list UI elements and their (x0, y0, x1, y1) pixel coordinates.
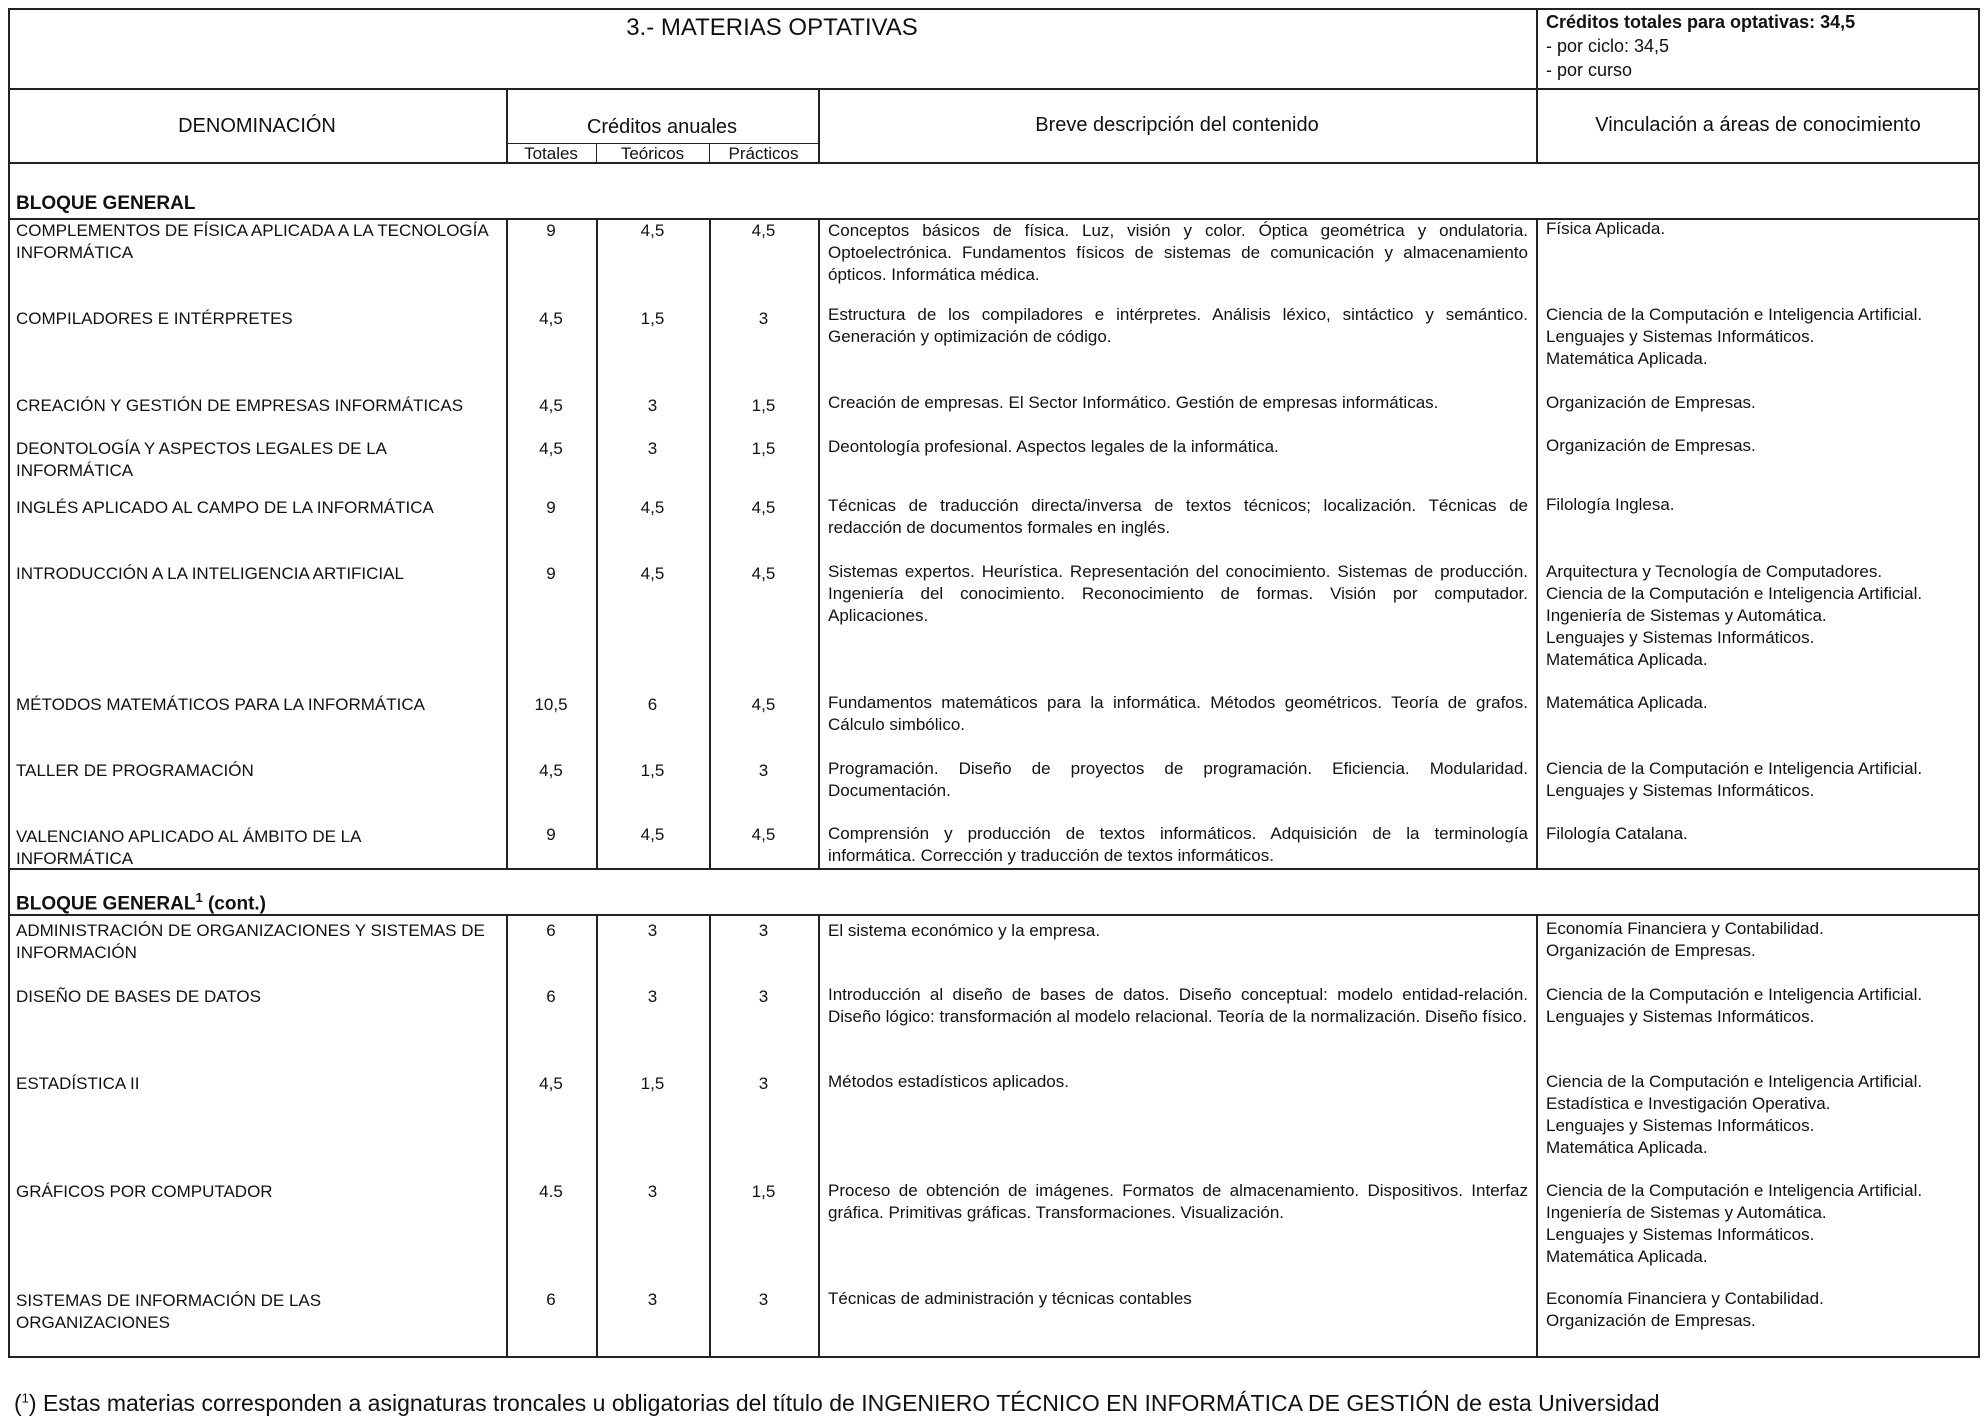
area-item: Economía Financiera y Contabilidad. (1546, 919, 1824, 938)
block-title-cont (16, 890, 266, 915)
area-item: Filología Catalana. (1546, 824, 1688, 843)
credits-totales: 4,5 (539, 396, 563, 415)
knowledge-areas (1546, 1071, 1976, 1159)
credits-por-ciclo: - por ciclo: 34,5 (1546, 36, 1670, 56)
divider (8, 914, 1980, 916)
subject-description: Técnicas de administración y técnicas contables (828, 1289, 1192, 1308)
divider (1536, 914, 1538, 1358)
subject-name: TALLER DE PROGRAMACIÓN (16, 761, 254, 780)
subject-name: COMPLEMENTOS DE FÍSICA APLICADA A LA TECNOLOGÍA INFORMÁTICA (16, 221, 488, 262)
knowledge-areas (1546, 692, 1976, 714)
subject-description: Sistemas expertos. Heurística. Representación del conocimiento. Sistemas de producción. Ingeniería del conocimiento. Reconocimiento de formas. Visión por computador. Aplicaciones. (828, 562, 1528, 625)
area-item: Ciencia de la Computación e Inteligencia Artificial. (1546, 305, 1923, 324)
credits-teoricos: 3 (647, 987, 658, 1006)
header-totales: Totales (524, 144, 578, 163)
area-item: Matemática Aplicada. (1546, 349, 1708, 368)
area-item: Arquitectura y Tecnología de Computadores. (1546, 562, 1883, 581)
area-item: Organización de Empresas. (1546, 393, 1756, 412)
credits-practicos: 4,5 (751, 825, 776, 844)
area-item: Lenguajes y Sistemas Informáticos. (1546, 1116, 1815, 1135)
credits-practicos: 4,5 (751, 564, 776, 583)
footnote (14, 1390, 1660, 1417)
credits-totales: 6 (546, 987, 556, 1006)
credits-teoricos: 4,5 (640, 564, 665, 583)
area-item: Organización de Empresas. (1546, 436, 1756, 455)
page-title: 3.- MATERIAS OPTATIVAS (626, 14, 918, 41)
area-item: Matemática Aplicada. (1546, 693, 1708, 712)
footnote-marker: 1 (21, 1390, 29, 1406)
block-title-text: BLOQUE GENERAL (16, 893, 196, 915)
credits-teoricos: 4,5 (640, 498, 665, 517)
area-item: Lenguajes y Sistemas Informáticos. (1546, 1007, 1815, 1026)
area-item: Ciencia de la Computación e Inteligencia Artificial. (1546, 759, 1923, 778)
divider (1536, 218, 1538, 868)
credits-practicos: 3 (758, 921, 769, 940)
area-item: Ingeniería de Sistemas y Automática. (1546, 1203, 1827, 1222)
credits-teoricos: 1,5 (640, 309, 665, 328)
divider (8, 88, 1980, 90)
credits-teoricos: 3 (647, 1290, 658, 1309)
credits-totales: 9 (546, 498, 556, 517)
credits-totales: 4,5 (539, 761, 563, 780)
credits-totales: 9 (546, 825, 556, 844)
credits-teoricos: 1,5 (640, 1074, 665, 1093)
footnote-open: ( (14, 1390, 22, 1416)
subject-name: CREACIÓN Y GESTIÓN DE EMPRESAS INFORMÁTICAS (16, 396, 464, 415)
divider (1536, 8, 1538, 162)
subject-description: Estructura de los compiladores e intérpretes. Análisis léxico, sintáctico y semántico. Generación y optimización de código. (828, 305, 1528, 346)
credits-totales: 9 (546, 564, 556, 583)
subject-name: DISEÑO DE BASES DE DATOS (16, 987, 261, 1006)
area-item: Ciencia de la Computación e Inteligencia Artificial. (1546, 584, 1923, 603)
credits-practicos: 1,5 (751, 396, 776, 415)
knowledge-areas (1546, 1180, 1976, 1268)
subject-name: INGLÉS APLICADO AL CAMPO DE LA INFORMÁTICA (16, 498, 434, 517)
subject-description: Deontología profesional. Aspectos legales de la informática. (828, 437, 1279, 456)
subject-description: Fundamentos matemáticos para la informática. Métodos geométricos. Teoría de grafos. Cálculo simbólico. (828, 693, 1528, 734)
area-item: Lenguajes y Sistemas Informáticos. (1546, 628, 1815, 647)
footnote-marker: 1 (195, 890, 203, 905)
subject-description: Métodos estadísticos aplicados. (828, 1072, 1069, 1091)
credits-teoricos: 3 (647, 439, 658, 458)
credits-por-curso: - por curso (1546, 60, 1633, 80)
credits-teoricos: 3 (647, 396, 658, 415)
area-item: Ingeniería de Sistemas y Automática. (1546, 606, 1827, 625)
credits-totales: 4.5 (539, 1182, 563, 1201)
subject-description: Técnicas de traducción directa/inversa de textos técnicos; localización. Técnicas de redacción de documentos formales en inglés. (828, 496, 1528, 537)
header-descripcion: Breve descripción del contenido (1035, 114, 1319, 136)
subject-name: ADMINISTRACIÓN DE ORGANIZACIONES Y SISTEMAS DE INFORMACIÓN (16, 921, 485, 962)
area-item: Matemática Aplicada. (1546, 1138, 1708, 1157)
area-item: Ciencia de la Computación e Inteligencia Artificial. (1546, 1181, 1923, 1200)
credits-practicos: 3 (758, 1074, 769, 1093)
credits-practicos: 4,5 (751, 221, 776, 240)
knowledge-areas (1546, 392, 1976, 414)
credits-totales: 6 (546, 921, 556, 940)
knowledge-areas (1546, 758, 1976, 802)
credits-teoricos: 3 (647, 1182, 658, 1201)
header-creditos-anuales: Créditos anuales (586, 116, 738, 138)
subject-description: Proceso de obtención de imágenes. Formatos de almacenamiento. Dispositivos. Interfaz gráfica. Primitivas gráficas. Transformaciones. Visualización. (828, 1181, 1528, 1222)
credits-totales: 6 (546, 1290, 556, 1309)
divider (818, 914, 820, 1358)
credits-practicos: 3 (758, 761, 769, 780)
header-denominacion: DENOMINACIÓN (178, 115, 336, 137)
block-title: BLOQUE GENERAL (16, 193, 196, 214)
area-item: Física Aplicada. (1546, 219, 1666, 238)
credits-totales: 9 (546, 221, 556, 240)
area-item: Filología Inglesa. (1546, 495, 1675, 514)
block-title-suffix: (cont.) (202, 893, 267, 915)
knowledge-areas (1546, 984, 1976, 1028)
subject-description: Conceptos básicos de física. Luz, visión y color. Óptica geométrica y ondulatoria. Optoelectrónica. Fundamentos físicos de sistemas de comunicación y almacenamiento ópticos. Informática médica. (828, 221, 1528, 284)
area-item: Ciencia de la Computación e Inteligencia Artificial. (1546, 985, 1923, 1004)
subject-description: Introducción al diseño de bases de datos. Diseño conceptual: modelo entidad-relación. Diseño lógico: transformación al modelo relacional. Teoría de la normalización. Diseño físico. (828, 985, 1528, 1026)
subject-description: Creación de empresas. El Sector Informático. Gestión de empresas informáticas. (828, 393, 1439, 412)
credits-practicos: 4,5 (751, 498, 776, 517)
credits-totales: 4,5 (539, 309, 563, 328)
credits-practicos: 1,5 (751, 1182, 776, 1201)
credits-teoricos: 1,5 (640, 761, 665, 780)
subject-name: MÉTODOS MATEMÁTICOS PARA LA INFORMÁTICA (16, 695, 425, 714)
credits-teoricos: 4,5 (640, 221, 665, 240)
knowledge-areas (1546, 561, 1976, 671)
subject-description: El sistema económico y la empresa. (828, 921, 1101, 940)
credits-totales: 4,5 (539, 439, 563, 458)
area-item: Economía Financiera y Contabilidad. (1546, 1289, 1824, 1308)
header-practicos: Prácticos (728, 144, 799, 163)
area-item: Ciencia de la Computación e Inteligencia Artificial. (1546, 1072, 1923, 1091)
area-item: Organización de Empresas. (1546, 1311, 1756, 1330)
credits-practicos: 3 (758, 309, 769, 328)
credits-teoricos: 6 (647, 695, 658, 714)
subject-name: COMPILADORES E INTÉRPRETES (16, 309, 293, 328)
header-vinculacion: Vinculación a áreas de conocimiento (1595, 114, 1921, 136)
subject-name: ESTADÍSTICA II (16, 1074, 140, 1093)
knowledge-areas (1546, 823, 1976, 845)
subject-name: INTRODUCCIÓN A LA INTELIGENCIA ARTIFICIAL (16, 564, 404, 583)
credits-practicos: 4,5 (751, 695, 776, 714)
subject-name: SISTEMAS DE INFORMACIÓN DE LAS ORGANIZACIONES (16, 1291, 322, 1332)
credits-totales: 10,5 (534, 695, 568, 714)
subject-name: GRÁFICOS POR COMPUTADOR (16, 1182, 273, 1201)
credits-practicos: 3 (758, 1290, 769, 1309)
area-item: Matemática Aplicada. (1546, 650, 1708, 669)
header-teoricos: Teóricos (620, 144, 685, 163)
knowledge-areas (1546, 494, 1976, 516)
knowledge-areas (1546, 918, 1976, 962)
knowledge-areas (1546, 435, 1976, 457)
area-item: Organización de Empresas. (1546, 941, 1756, 960)
area-item: Lenguajes y Sistemas Informáticos. (1546, 327, 1815, 346)
area-item: Lenguajes y Sistemas Informáticos. (1546, 1225, 1815, 1244)
credits-total: Créditos totales para optativas: 34,5 (1546, 12, 1856, 32)
subject-name: VALENCIANO APLICADO AL ÁMBITO DE LA INFORMÁTICA (16, 827, 361, 868)
area-item: Matemática Aplicada. (1546, 1247, 1708, 1266)
divider (818, 218, 820, 868)
subject-description: Comprensión y producción de textos informáticos. Adquisición de la terminología informática. Corrección y traducción de textos informáticos. (828, 824, 1528, 865)
knowledge-areas (1546, 218, 1976, 240)
credits-practicos: 3 (758, 987, 769, 1006)
credits-teoricos: 4,5 (640, 825, 665, 844)
footnote-text: ) Estas materias corresponden a asignaturas troncales u obligatorias del título de INGENIERO TÉCNICO EN INFORMÁTICA DE GESTIÓN de esta Universidad (28, 1390, 1660, 1416)
credits-teoricos: 3 (647, 921, 658, 940)
divider (8, 162, 1980, 164)
credits-practicos: 1,5 (751, 439, 776, 458)
area-item: Estadística e Investigación Operativa. (1546, 1094, 1831, 1113)
area-item: Lenguajes y Sistemas Informáticos. (1546, 781, 1815, 800)
knowledge-areas (1546, 1288, 1976, 1332)
credits-totales: 4,5 (539, 1074, 563, 1093)
subject-description: Programación. Diseño de proyectos de programación. Eficiencia. Modularidad. Documentación. (828, 759, 1528, 800)
subject-name: DEONTOLOGÍA Y ASPECTOS LEGALES DE LA INFORMÁTICA (16, 439, 387, 480)
knowledge-areas (1546, 304, 1976, 370)
